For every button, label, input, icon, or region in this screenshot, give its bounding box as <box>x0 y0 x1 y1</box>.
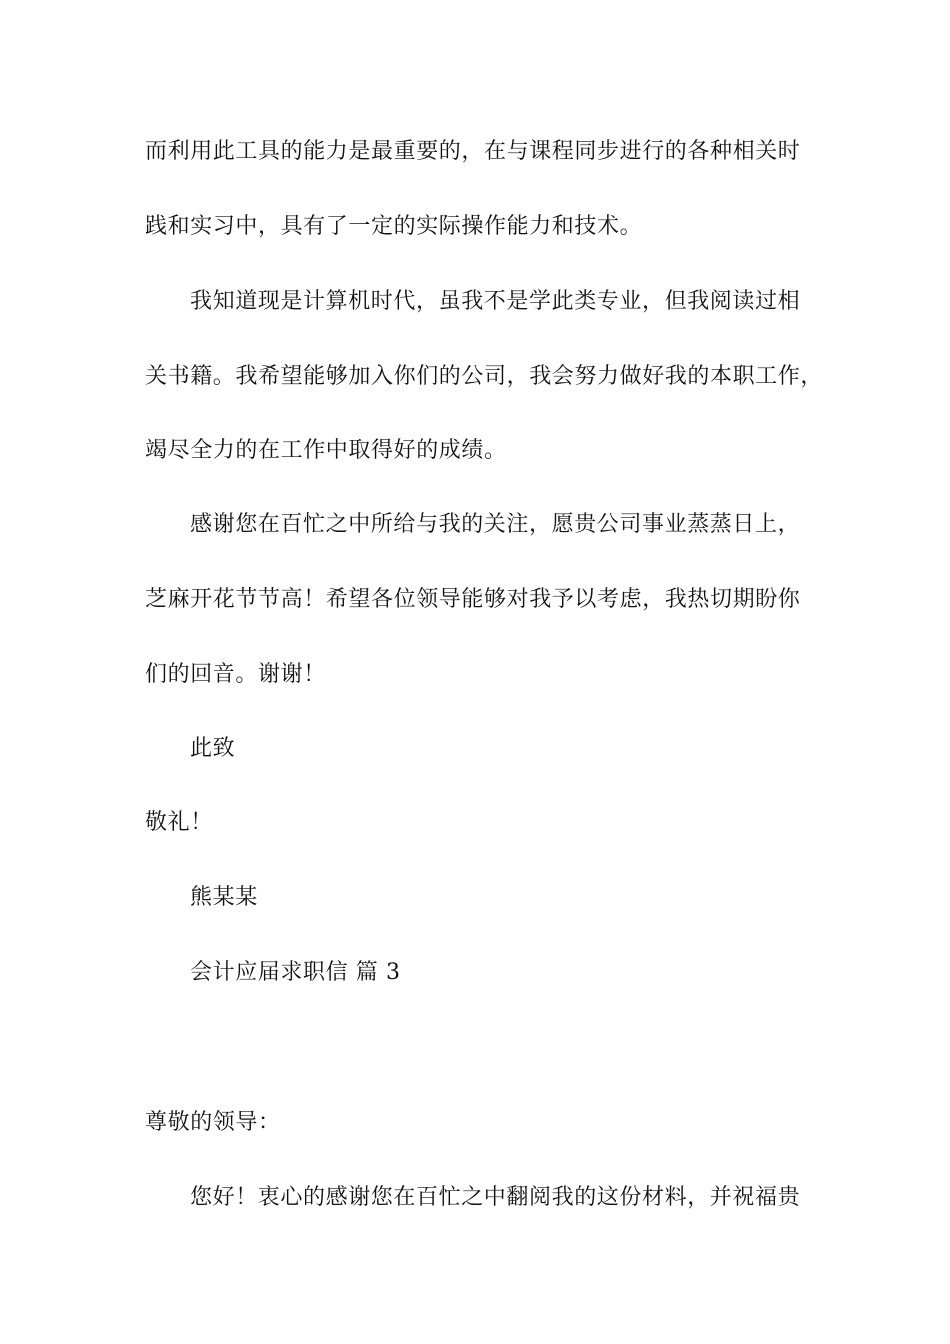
paragraph-line: 您好！衷心的感谢您在百忙之中翻阅我的这份材料，并祝福贵 <box>190 1185 801 1210</box>
paragraph-line: 芝麻开花节节高！希望各位领导能够对我予以考虑，我热切期盼你 <box>145 587 801 612</box>
paragraph-line: 践和实习中，具有了一定的实际操作能力和技术。 <box>145 214 643 239</box>
signature-name: 熊某某 <box>190 885 258 910</box>
salutation-closing: 敬礼！ <box>145 810 213 835</box>
letter-greeting: 尊敬的领导： <box>145 1110 281 1135</box>
paragraph-line: 竭尽全力的在工作中取得好的成绩。 <box>145 438 507 463</box>
paragraph-line: 们的回音。谢谢！ <box>145 662 326 687</box>
section-heading: 会计应届求职信 篇 3 <box>190 960 401 985</box>
paragraph-line: 感谢您在百忙之中所给与我的关注，愿贵公司事业蒸蒸日上， <box>190 512 801 537</box>
paragraph-line: 而利用此工具的能力是最重要的，在与课程同步进行的各种相关时 <box>145 139 801 164</box>
paragraph-line: 我知道现是计算机时代，虽我不是学此类专业，但我阅读过相 <box>190 289 801 314</box>
closing-phrase: 此致 <box>190 736 236 761</box>
paragraph-line: 关书籍。我希望能够加入你们的公司，我会努力做好我的本职工作， <box>145 364 824 389</box>
